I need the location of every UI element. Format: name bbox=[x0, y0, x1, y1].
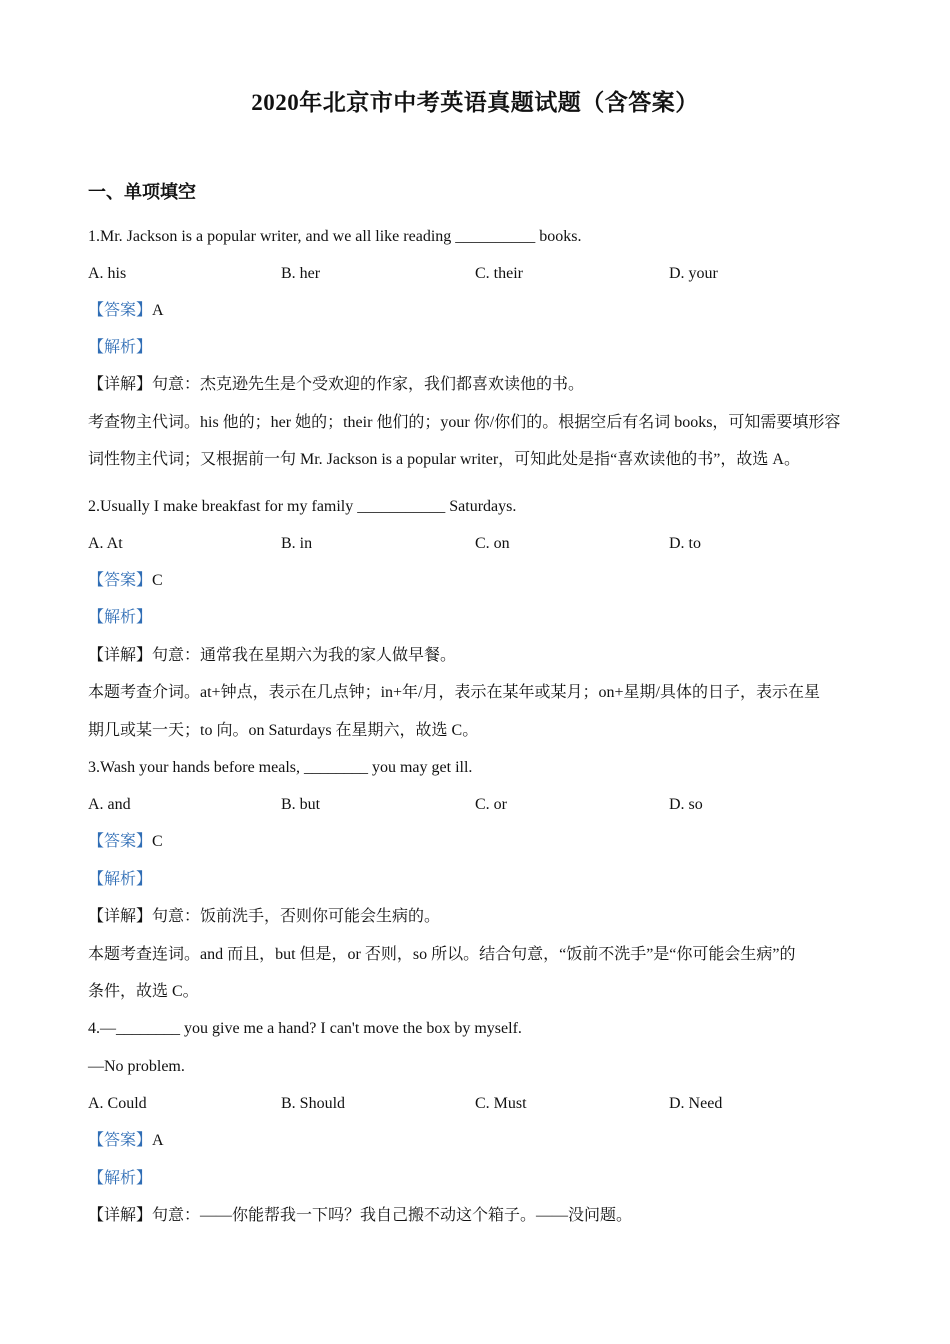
q4-analysis bbox=[88, 1168, 868, 1190]
detail-label: 【详解】 bbox=[88, 908, 153, 925]
analysis-label: 【解析】 bbox=[88, 1170, 153, 1187]
detail-label: 【详解】 bbox=[88, 376, 153, 393]
answer-label: 【答案】 bbox=[88, 833, 153, 850]
q2-analysis bbox=[88, 607, 868, 629]
q3-explanation-line-2: 条件，故选 C。 bbox=[88, 983, 199, 1000]
q4-detail bbox=[88, 1205, 868, 1227]
analysis-label: 【解析】 bbox=[88, 871, 153, 888]
q1-answer bbox=[88, 300, 868, 322]
q3-option-c: C. or bbox=[475, 796, 507, 813]
q3-option-b: B. but bbox=[281, 796, 321, 813]
answer-value: A bbox=[152, 1132, 164, 1149]
q2-detail bbox=[88, 645, 868, 667]
question-2-stem: 2.Usually I make breakfast for my family ___________ Saturdays. bbox=[88, 498, 517, 515]
question-1-stem: 1.Mr. Jackson is a popular writer, and we all like reading __________ books. bbox=[88, 228, 582, 245]
question-3-stem: 3.Wash your hands before meals, ________ you may get ill. bbox=[88, 759, 473, 776]
page-title: 2020年北京市中考英语真题试题（含答案） bbox=[251, 90, 699, 115]
answer-value: A bbox=[152, 302, 164, 319]
question-4-reply: —No problem. bbox=[88, 1058, 185, 1075]
q1-explanation-line-1: 考查物主代词。his 他的；her 她的；their 他们的；your 你/你们的。根据空后有名词 books，可知需要填形容 bbox=[88, 414, 841, 431]
q2-answer bbox=[88, 570, 868, 592]
section-heading: 一、单项填空 bbox=[88, 182, 196, 202]
answer-label: 【答案】 bbox=[88, 572, 153, 589]
q1-detail bbox=[88, 374, 868, 396]
q4-option-a: A. Could bbox=[88, 1095, 147, 1112]
q2-explanation-line-1: 本题考查介词。at+钟点，表示在几点钟；in+年/月，表示在某年或某月；on+星期/具体的日子，表示在星 bbox=[88, 684, 820, 701]
q1-analysis bbox=[88, 337, 868, 359]
q2-option-b: B. in bbox=[281, 535, 313, 552]
answer-value: C bbox=[152, 572, 163, 589]
detail-label: 【详解】 bbox=[88, 1207, 153, 1224]
q1-option-c: C. their bbox=[475, 265, 523, 282]
answer-label: 【答案】 bbox=[88, 302, 153, 319]
q4-option-b: B. Should bbox=[281, 1095, 346, 1112]
q3-option-a: A. and bbox=[88, 796, 131, 813]
question-4-stem: 4.—________ you give me a hand? I can't move the box by myself. bbox=[88, 1020, 522, 1037]
detail-label: 【详解】 bbox=[88, 647, 153, 664]
q3-detail bbox=[88, 906, 868, 928]
q4-option-d: D. Need bbox=[669, 1095, 723, 1112]
q1-option-a: A. his bbox=[88, 265, 127, 282]
q1-option-d: D. your bbox=[669, 265, 718, 282]
q1-option-b: B. her bbox=[281, 265, 321, 282]
q2-option-a: A. At bbox=[88, 535, 123, 552]
detail-text: 句意：——你能帮我一下吗？我自己搬不动这个箱子。——没问题。 bbox=[152, 1207, 633, 1224]
answer-label: 【答案】 bbox=[88, 1132, 153, 1149]
detail-text: 句意：杰克逊先生是个受欢迎的作家，我们都喜欢读他的书。 bbox=[152, 376, 585, 393]
q3-option-d: D. so bbox=[669, 796, 703, 813]
q4-answer bbox=[88, 1130, 868, 1152]
detail-text: 句意：饭前洗手，否则你可能会生病的。 bbox=[152, 908, 441, 925]
analysis-label: 【解析】 bbox=[88, 339, 153, 356]
q3-analysis bbox=[88, 869, 868, 891]
q3-answer bbox=[88, 831, 868, 853]
q3-explanation-line-1: 本题考查连词。and 而且，but 但是，or 否则，so 所以。结合句意，“饭前不洗手”是“你可能会生病”的 bbox=[88, 946, 796, 963]
analysis-label: 【解析】 bbox=[88, 609, 153, 626]
q2-option-d: D. to bbox=[669, 535, 701, 552]
q4-option-c: C. Must bbox=[475, 1095, 527, 1112]
answer-value: C bbox=[152, 833, 163, 850]
q1-explanation-line-2: 词性物主代词；又根据前一句 Mr. Jackson is a popular writer，可知此处是指“喜欢读他的书”，故选 A。 bbox=[88, 451, 800, 468]
q2-explanation-line-2: 期几或某一天；to 向。on Saturdays 在星期六，故选 C。 bbox=[88, 722, 479, 739]
detail-text: 句意：通常我在星期六为我的家人做早餐。 bbox=[152, 647, 457, 664]
q2-option-c: C. on bbox=[475, 535, 510, 552]
